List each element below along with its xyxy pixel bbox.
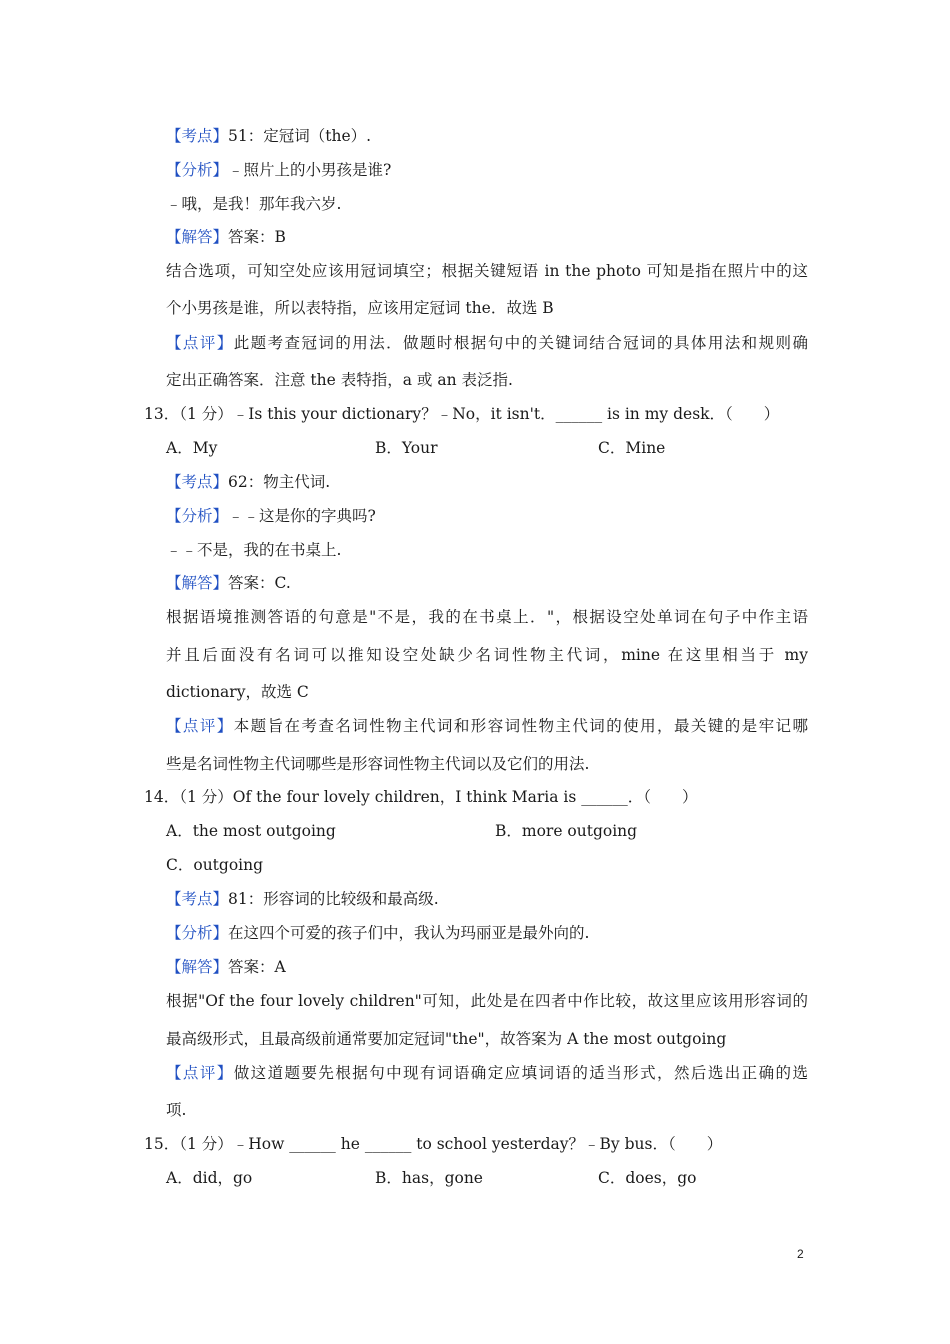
fenxi-tag: 【分析】 xyxy=(166,507,229,525)
q14-stem: 14．（1 分）Of the four lovely children，I think Maria is ______．（ ） xyxy=(144,788,698,806)
q14-jieda: 【解答】答案：A xyxy=(166,958,286,976)
q13-explain-2: 并且后面没有名词可以推知设空处缺少名词性物主代词，mine 在这里相当于 my xyxy=(166,646,808,664)
kaodian-tag: 【考点】 xyxy=(166,127,229,145)
q13-dianping: 【点评】本题旨在考查名词性物主代词和形容词性物主代词的使用，最关键的是牢记哪 xyxy=(166,717,808,735)
q13-jieda: 【解答】答案：C. xyxy=(166,574,291,592)
q15-option-c: C．does，go xyxy=(598,1169,697,1187)
q13-explain-1: 根据语境推测答语的句意是"不是，我的在书桌上．"，根据设空处单词在句子中作主语 xyxy=(166,608,808,626)
q13-fenxi-2: ﹣﹣不是，我的在书桌上. xyxy=(166,541,342,559)
q13-kaodian: 【考点】62：物主代词. xyxy=(166,473,331,491)
jieda-tag: 【解答】 xyxy=(166,574,229,592)
kaodian-tag: 【考点】 xyxy=(166,890,229,908)
q13-option-c: C．Mine xyxy=(598,439,666,457)
q13-fenxi: 【分析】﹣﹣这是你的字典吗? xyxy=(166,507,376,525)
q13-stem: 13．（1 分）﹣Is this your dictionary？﹣No，it isn't．______ is in my desk．（ ） xyxy=(144,405,780,423)
q13-option-b: B．Your xyxy=(375,439,438,457)
q12-fenxi-2: ﹣哦，是我！那年我六岁. xyxy=(166,195,342,213)
q14-option-b: B．more outgoing xyxy=(495,822,638,840)
q14-explain-1: 根据"Of the four lovely children"可知，此处是在四者中作比较，故这里应该用形容词的 xyxy=(166,992,808,1010)
page-number: 2 xyxy=(797,1247,804,1261)
q12-dianping-2: 定出正确答案．注意 the 表特指，a 或 an 表泛指. xyxy=(166,371,513,389)
q12-kaodian: 【考点】51：定冠词（the）. xyxy=(166,127,372,145)
q12-explain-2: 个小男孩是谁，所以表特指，应该用定冠词 the．故选 B xyxy=(166,299,554,317)
q14-kaodian: 【考点】81：形容词的比较级和最高级. xyxy=(166,890,439,908)
q12-dianping: 【点评】此题考查冠词的用法．做题时根据句中的关键词结合冠词的具体用法和规则确 xyxy=(166,334,808,352)
q15-option-a: A．did，go xyxy=(166,1169,253,1187)
q14-option-a: A．the most outgoing xyxy=(166,822,336,840)
q12-explain-1: 结合选项，可知空处应该用冠词填空；根据关键短语 in the photo 可知是指在照片中的这 xyxy=(166,262,808,280)
q13-explain-3: dictionary，故选 C xyxy=(166,683,309,701)
dianping-tag: 【点评】 xyxy=(166,334,234,352)
q14-option-c: C．outgoing xyxy=(166,856,264,874)
q14-dianping: 【点评】做这道题要先根据句中现有词语确定应填词语的适当形式，然后选出正确的选 xyxy=(166,1064,808,1082)
jieda-tag: 【解答】 xyxy=(166,958,229,976)
q12-fenxi: 【分析】﹣照片上的小男孩是谁? xyxy=(166,161,392,179)
dianping-tag: 【点评】 xyxy=(166,1064,234,1082)
fenxi-tag: 【分析】 xyxy=(166,161,229,179)
q14-explain-2: 最高级形式，且最高级前通常要加定冠词"the"，故答案为 A the most outgoing xyxy=(166,1030,727,1048)
kaodian-tag: 【考点】 xyxy=(166,473,229,491)
q13-option-a: A．My xyxy=(166,439,218,457)
q14-dianping-2: 项. xyxy=(166,1101,187,1119)
fenxi-tag: 【分析】 xyxy=(166,924,229,942)
jieda-tag: 【解答】 xyxy=(166,228,229,246)
q14-fenxi: 【分析】在这四个可爱的孩子们中，我认为玛丽亚是最外向的. xyxy=(166,924,590,942)
q13-dianping-2: 些是名词性物主代词哪些是形容词性物主代词以及它们的用法. xyxy=(166,755,590,773)
q15-stem: 15．（1 分）﹣How ______ he ______ to school yesterday？﹣By bus．（ ） xyxy=(144,1135,723,1153)
dianping-tag: 【点评】 xyxy=(166,717,234,735)
q15-option-b: B．has，gone xyxy=(375,1169,483,1187)
q12-jieda: 【解答】答案：B xyxy=(166,228,286,246)
